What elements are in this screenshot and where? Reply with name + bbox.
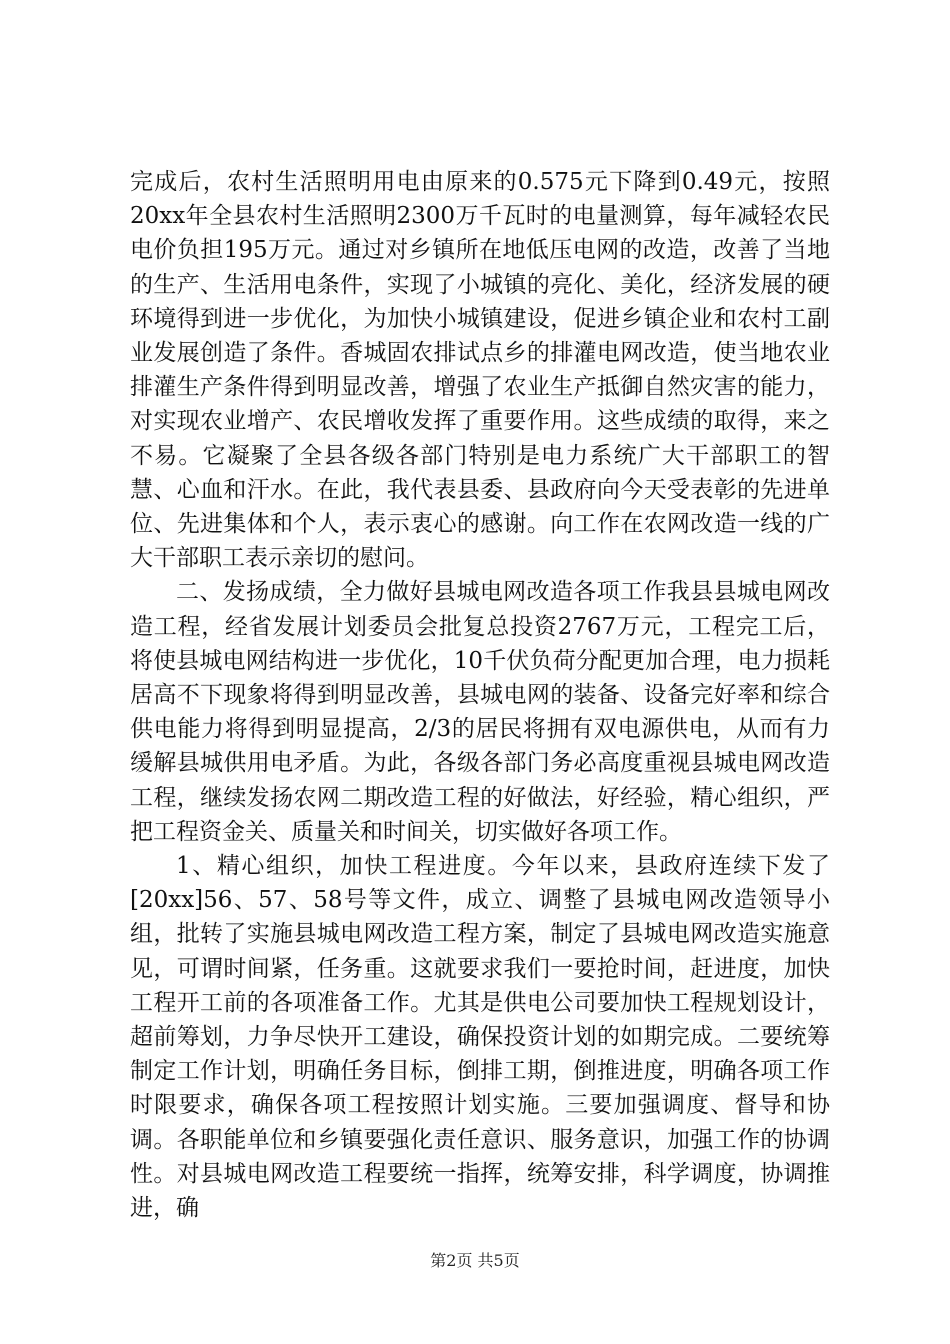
paragraph-section-two: 二、发扬成绩，全力做好县城电网改造各项工作我县县城电网改造工程，经省发展计划委员会批复总投资2767万元，工程完工后，将使县城电网结构进一步优化，10千伏负荷分配更加合理，电力损耗居高不下现象将得到明显改善，县城电网的装备、设备完好率和综合供电能力将得到明显提高，2/3的居民将拥有双电源供电，从而有力缓解县城供用电矛盾。为此，各级各部门务必高度重视县城电网改造工程，继续发扬农网二期改造工程的好做法，好经验，精心组织，严把工程资金关、质量关和时间关，切实做好各项工作。 bbox=[130, 579, 830, 845]
paragraph-item-one: 1、精心组织，加快工程进度。今年以来，县政府连续下发了[20xx]56、57、58号等文件，成立、调整了县城电网改造领导小组，批转了实施县城电网改造工程方案，制定了县城电网改造实施意见，可谓时间紧，任务重。这就要求我们一要抢时间，赶进度，加快工程开工前的各项准备工作。尤其是供电公司要加快工程规划设计，超前筹划，力争尽快开工建设，确保投资计划的如期完成。二要统筹制定工作计划，明确任务目标，倒排工期，倒推进度，明确各项工作时限要求，确保各项工程按照计划实施。三要加强调度、督导和协调。各职能单位和乡镇要强化责任意识、服务意识，加强工作的协调性。对县城电网改造工程要统一指挥，统筹安排，科学调度，协调推进，确 bbox=[130, 853, 830, 1222]
document-body bbox=[130, 165, 830, 1225]
paragraph-continuation: 完成后，农村生活照明用电由原来的0.575元下降到0.49元，按照20xx年全县农村生活照明2300万千瓦时的电量测算，每年减轻农民电价负担195万元。通过对乡镇所在地低压电网的改造，改善了当地的生产、生活用电条件，实现了小城镇的亮化、美化，经济发展的硬环境得到进一步优化，为加快小城镇建设，促进乡镇企业和农村工副业发展创造了条件。香城固农排试点乡的排灌电网改造，使当地农业排灌生产条件得到明显改善，增强了农业生产抵御自然灾害的能力，对实现农业增产、农民增收发挥了重要作用。这些成绩的取得，来之不易。它凝聚了全县各级各部门特别是电力系统广大干部职工的智慧、心血和汗水。在此，我代表县委、县政府向今天受表彰的先进单位、先进集体和个人，表示衷心的感谢。向工作在农网改造一线的广大干部职工表示亲切的慰问。 bbox=[130, 169, 830, 572]
page-footer: 第2页 共5页 bbox=[430, 1251, 520, 1270]
